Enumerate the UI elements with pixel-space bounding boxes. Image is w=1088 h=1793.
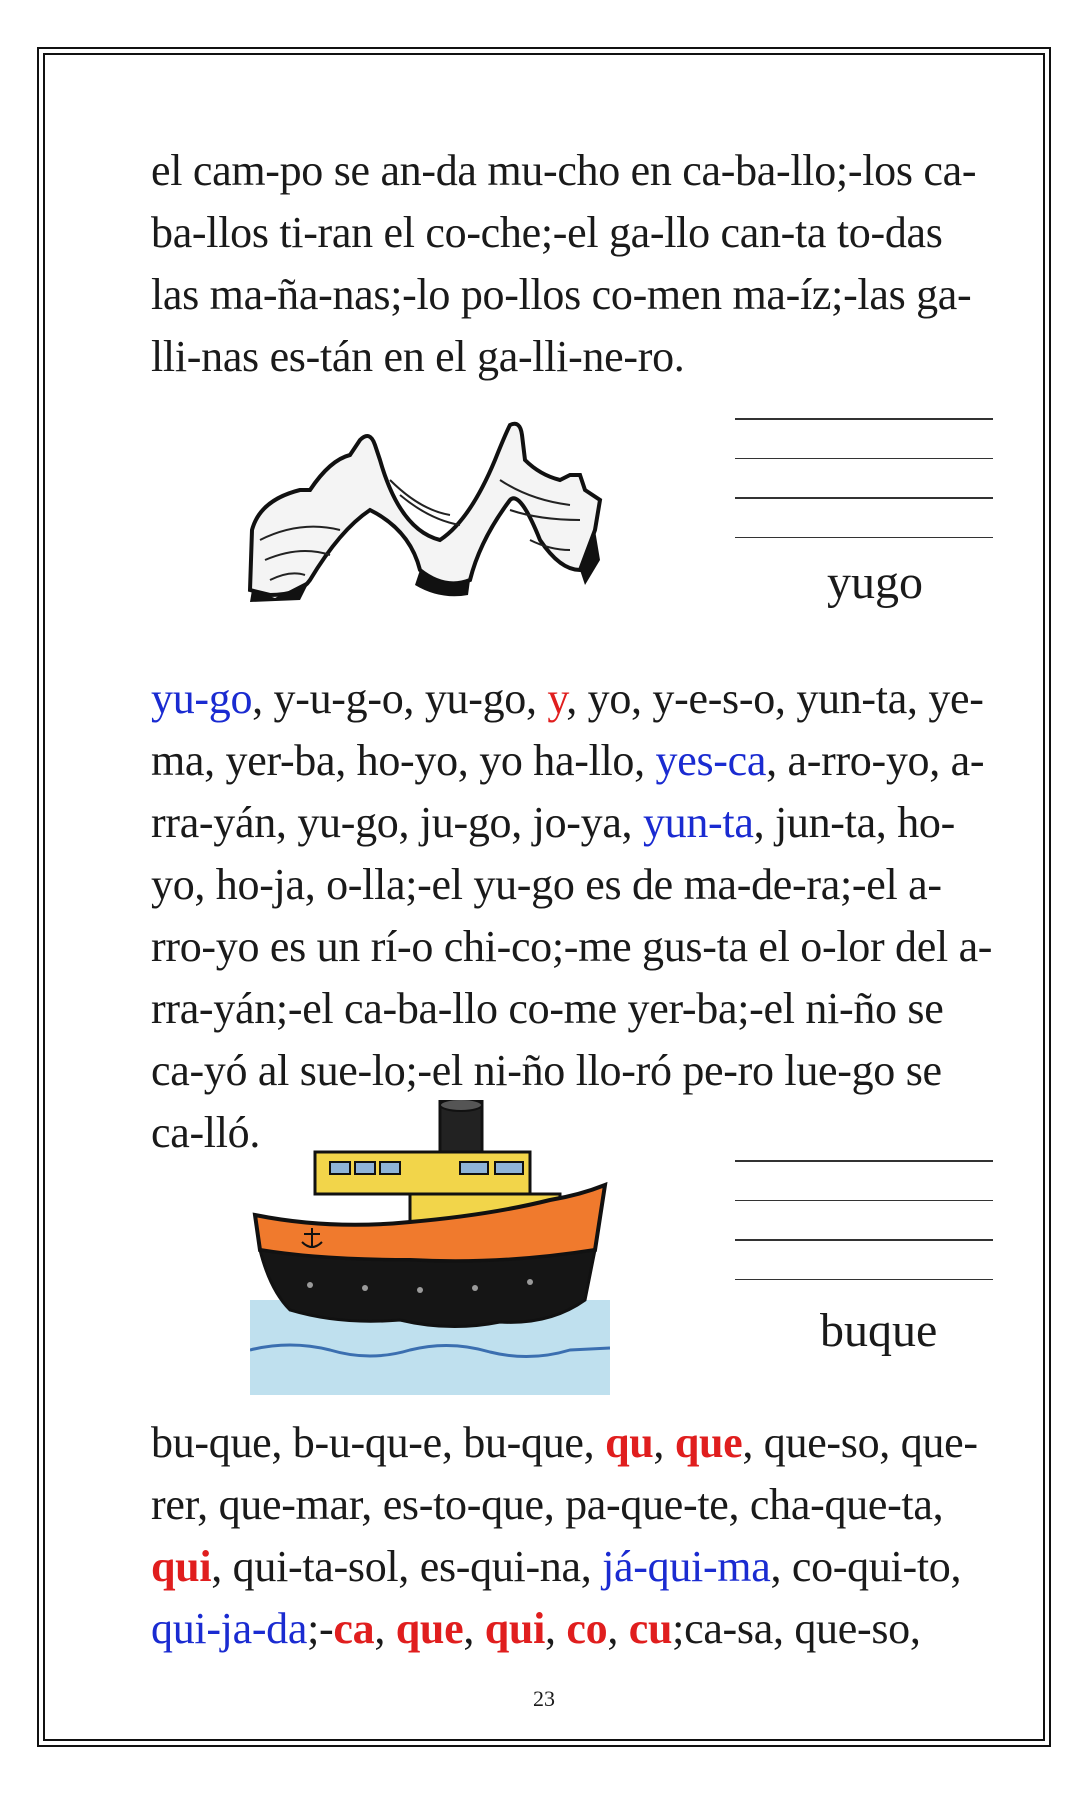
highlighted-syllable: qui — [151, 1542, 212, 1591]
text-segment: , yo, y-e-s-o, yun-ta, ye- — [566, 674, 984, 723]
text-segment: , — [374, 1604, 396, 1653]
text-segment: , — [463, 1604, 485, 1653]
word-buque: buque — [820, 1304, 938, 1357]
text-line — [151, 326, 996, 388]
paragraph-campo — [151, 140, 996, 388]
text-segment: , que-so, que- — [742, 1418, 978, 1467]
text-line — [151, 1040, 996, 1102]
text-segment: , jun-ta, ho- — [753, 798, 955, 847]
text-line — [151, 730, 996, 792]
text-segment: ;ca-sa, que-so, — [672, 1604, 921, 1653]
highlighted-syllable: co — [566, 1604, 608, 1653]
text-segment: el cam-po se an-da mu-cho en ca-ba-llo;-los ca- — [151, 146, 977, 195]
highlighted-syllable: que — [674, 1418, 743, 1467]
text-segment: rer, que-mar, es-to-que, pa-que-te, cha-que-ta, — [151, 1480, 944, 1529]
text-line — [151, 854, 996, 916]
text-segment: , co-qui-to, — [770, 1542, 962, 1591]
writing-lines-buque — [735, 1160, 993, 1318]
word-yugo: yugo — [827, 556, 923, 609]
text-segment: lli-nas es-tán en el ga-lli-ne-ro. — [151, 332, 685, 381]
text-segment: ca-lló. — [151, 1108, 261, 1157]
text-segment: rro-yo es un rí-o chi-co;-me gus-ta el o-lor del a- — [151, 922, 993, 971]
yugo-drawing — [240, 420, 610, 610]
text-segment: rra-yán;-el ca-ba-llo co-me yer-ba;-el ni-ño se — [151, 984, 944, 1033]
text-line — [151, 202, 996, 264]
highlighted-syllable: já-qui-ma — [602, 1542, 771, 1591]
text-segment: , — [545, 1604, 567, 1653]
paragraph-yugo — [151, 668, 996, 1164]
text-line — [151, 1598, 996, 1660]
text-segment: yo, ho-ja, o-lla;-el yu-go es de ma-de-ra;-el a- — [151, 860, 942, 909]
highlighted-syllable: ca — [333, 1604, 375, 1653]
buque-drawing — [250, 1100, 610, 1395]
text-segment: ba-llos ti-ran el co-che;-el ga-llo can-ta to-das — [151, 208, 943, 257]
text-line — [151, 978, 996, 1040]
highlighted-syllable: yes-ca — [655, 736, 767, 785]
writing-lines-yugo — [735, 418, 993, 576]
text-segment: rra-yán, yu-go, ju-go, jo-ya, — [151, 798, 643, 847]
highlighted-syllable: yu-go — [151, 674, 253, 723]
highlighted-syllable: cu — [628, 1604, 673, 1653]
text-segment: , y-u-g-o, yu-go, — [252, 674, 548, 723]
text-segment: ma, yer-ba, ho-yo, yo ha-llo, — [151, 736, 656, 785]
highlighted-syllable: que — [395, 1604, 464, 1653]
text-segment: , qui-ta-sol, es-qui-na, — [211, 1542, 603, 1591]
text-segment: ca-yó al sue-lo;-el ni-ño llo-ró pe-ro lue-go se — [151, 1046, 942, 1095]
text-segment: ;- — [307, 1604, 334, 1653]
highlighted-syllable: yun-ta — [642, 798, 754, 847]
highlighted-syllable: qu — [605, 1418, 654, 1467]
text-line — [151, 140, 996, 202]
text-segment: las ma-ña-nas;-lo po-llos co-men ma-íz;-las ga- — [151, 270, 972, 319]
highlighted-syllable: y — [547, 674, 567, 723]
text-segment: bu-que, b-u-qu-e, bu-que, — [151, 1418, 606, 1467]
text-line — [151, 1412, 996, 1474]
text-line — [151, 264, 996, 326]
text-segment: , a-rro-yo, a- — [766, 736, 985, 785]
text-line — [151, 792, 996, 854]
text-line — [151, 916, 996, 978]
text-line — [151, 1474, 996, 1536]
highlighted-syllable: qui-ja-da — [151, 1604, 308, 1653]
text-segment: , — [607, 1604, 629, 1653]
text-line — [151, 1536, 996, 1598]
text-segment: , — [653, 1418, 675, 1467]
paragraph-buque — [151, 1412, 996, 1660]
highlighted-syllable: qui — [484, 1604, 546, 1653]
text-line — [151, 668, 996, 730]
page-number: 23 — [533, 1686, 555, 1711]
